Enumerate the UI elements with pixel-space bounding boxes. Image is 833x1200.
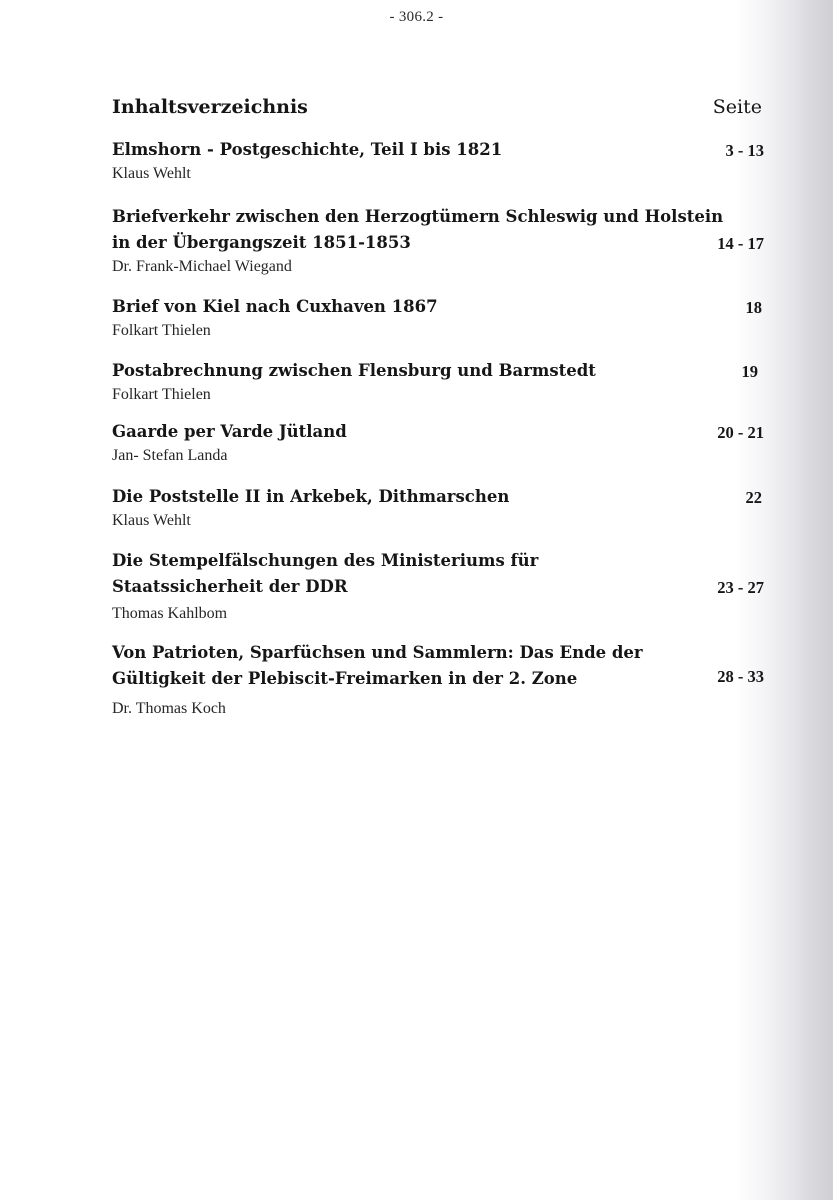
seite-column-label: Seite	[712, 96, 762, 118]
entry-author: Jan- Stefan Landa	[112, 447, 228, 464]
entry-pages: 23 - 27	[717, 578, 764, 597]
entry-author: Klaus Wehlt	[112, 165, 191, 182]
entry-title: Gaarde per Varde Jütland	[112, 422, 347, 441]
entry-title: Elmshorn - Postgeschichte, Teil I bis 1821	[112, 140, 503, 159]
entry-author: Thomas Kahlbom	[112, 605, 228, 622]
toc-entry	[112, 548, 764, 625]
entry-title: Postabrechnung zwischen Flensburg und Barmstedt	[112, 361, 596, 380]
toc-title: Inhaltsverzeichnis	[112, 96, 308, 118]
entry-pages: 3 - 13	[725, 141, 764, 160]
entry-title: Von Patrioten, Sparfüchsen und Sammlern: Das Ende der	[112, 643, 643, 662]
entry-title: Die Poststelle II in Arkebek, Dithmarschen	[112, 487, 510, 506]
toc-entry	[112, 419, 764, 467]
entry-pages: 18	[745, 298, 762, 317]
entry-title: Briefverkehr zwischen den Herzogtümern Schleswig und Holstein	[112, 207, 724, 226]
entry-author: Folkart Thielen	[112, 322, 211, 339]
entry-title-continued: in der Übergangszeit 1851-1853	[112, 233, 411, 252]
toc-entry	[112, 484, 764, 532]
entry-title: Die Stempelfälschungen des Ministeriums für	[112, 551, 539, 570]
toc-entry	[112, 640, 764, 720]
entry-author: Dr. Thomas Koch	[112, 700, 226, 717]
page-number: - 306.2 -	[389, 9, 444, 25]
entry-author: Dr. Frank-Michael Wiegand	[112, 258, 292, 275]
entry-author: Klaus Wehlt	[112, 512, 191, 529]
entry-pages: 14 - 17	[717, 234, 764, 253]
entry-pages: 28 - 33	[717, 667, 764, 686]
entry-pages: 19	[741, 362, 758, 381]
toc-header	[112, 96, 762, 124]
entry-pages: 22	[745, 488, 762, 507]
entry-pages: 20 - 21	[717, 423, 764, 442]
entry-author: Folkart Thielen	[112, 386, 211, 403]
entry-title-continued: Staatssicherheit der DDR	[112, 577, 348, 596]
toc-entry	[112, 358, 764, 406]
entry-title-continued: Gültigkeit der Plebiscit-Freimarken in der 2. Zone	[112, 669, 578, 688]
toc-entry	[112, 137, 764, 185]
entry-title: Brief von Kiel nach Cuxhaven 1867	[112, 297, 438, 316]
toc-entry	[112, 204, 764, 278]
toc-entry	[112, 294, 764, 342]
